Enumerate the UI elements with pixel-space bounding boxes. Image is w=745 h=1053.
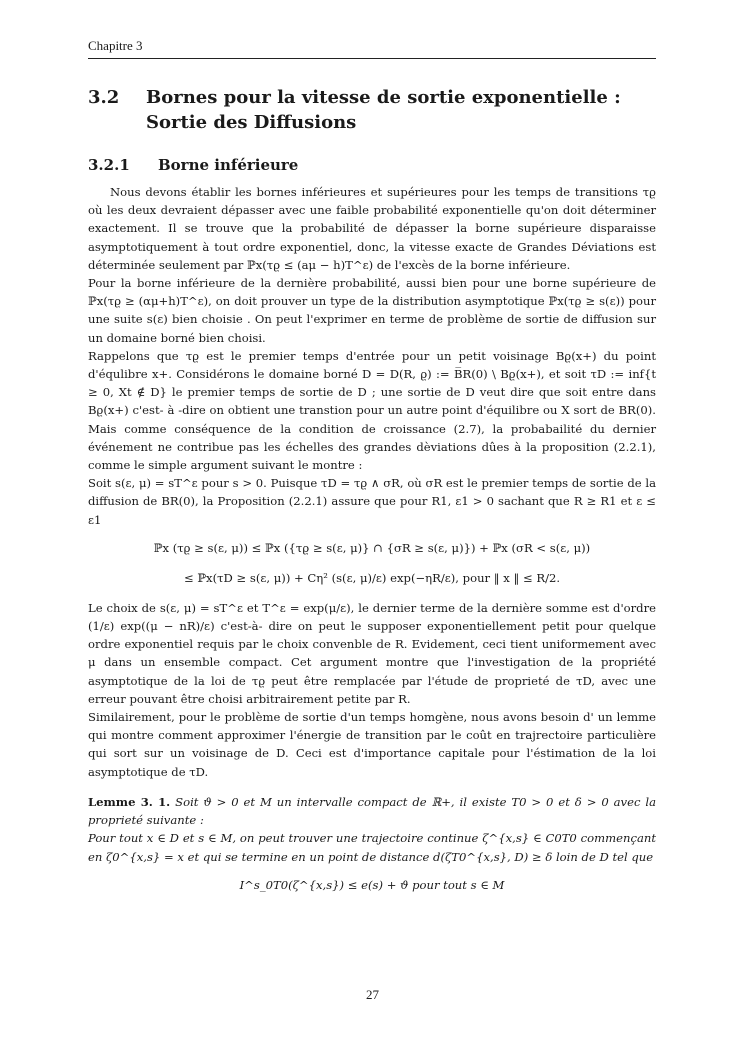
lemma-equation: I^s_0T0(ζ^{x,s}) ≤ e(s) + ϑ pour tout s ∈ M [239, 877, 505, 892]
equation-1: ℙx (τϱ ≥ s(ε, μ)) ≤ ℙx ({τϱ ≥ s(ε, μ)} ∩ {σR ≥ s(ε, μ)}) + ℙx (σR < s(ε, μ)) [153, 540, 591, 555]
paragraph-4: Soit s(ε, μ) = sT^ε pour s > 0. Puisque τD = τϱ ∧ σR, où σR est le premier temps de sortie de la diffusion de BR(0), la Proposition (2.2.1) assure que pour R1, ε1 > 0 sachant que R ≥ R1 et ε ≤ ε1 [88, 476, 656, 527]
subsection-title: Borne inférieure [158, 156, 299, 174]
running-header [88, 38, 656, 59]
lemma-label: Lemme 3. 1. [88, 794, 171, 809]
page-number: 27 [366, 987, 379, 1002]
paragraph-1: Nous devons établir les bornes inférieures et supérieures pour les temps de transitions τϱ où les deux devraient dépasser avec une faible probabilité exponentielle qu'on doit déterminer exactement. Il se trouve que la probabilité de dépasser la borne supérieure disparaisse asymptotiquement à tout ordre exponentiel, donc, la vitesse exacte de Grandes Déviations est déterminée seulement par ℙx(τϱ ≤ (aμ − h)T^ε) de l'excès de la borne inférieure. [88, 185, 656, 272]
lemma-body: Pour tout x ∈ D et s ∈ M, on peut trouver une trajectoire continue ζ^{x,s} ∈ C0T0 commençant en ζ0^{x,s} = x et qui se termine en un point de distance d(ζT0^{x,s}, D) ≥ δ loin de D tel que [88, 831, 656, 864]
lemma-statement: Soit ϑ > 0 et M un intervalle compact de ℝ+, il existe T0 > 0 et δ > 0 avec la proprieté suivante : [88, 794, 657, 828]
lemma-block [88, 793, 656, 896]
subsection-heading [88, 155, 656, 175]
paragraph-6: Similairement, pour le problème de sortie d'un temps homgène, nous avons besoin d' un lemme qui montre comment approximer l'énergie de transition par le coût en trajrectoire particulière qui sort sur un voisinage de D. Ceci est d'importance capitale pour l'éstimation de la loi asymptotique de τD. [88, 710, 656, 779]
chapter-label: Chapitre 3 [88, 38, 143, 53]
section-title: Bornes pour la vitesse de sortie exponentielle : Sortie des Diffusions [146, 87, 621, 133]
page [88, 38, 656, 904]
section-heading [88, 85, 656, 135]
body-text [88, 183, 656, 896]
paragraph-2: Pour la borne inférieure de la dernière probabilité, aussi bien pour une borne supérieure de ℙx(τϱ ≥ (αμ+h)T^ε), on doit prouver un type de la distribution asymptotique ℙx(τϱ ≥ s(ε)) pour une suite s(ε) bien choisie . On peut l'exprimer en terme de problème de sortie de diffusion sur un domaine borné bien choisi. [88, 276, 656, 345]
subsection-number: 3.2.1 [88, 156, 130, 174]
paragraph-5: Le choix de s(ε, μ) = sT^ε et T^ε = exp(μ/ε), le dernier terme de la dernière somme est d'ordre (1/ε) exp((μ − nR)/ε) c'est-à- dire on peut le supposer exponentiellement petit pour quelque ordre exponentiel requis par le choix convenble de R. Evidement, ceci tient uniformement avec μ dans un ensemble compact. Cet argument montre que l'investigation de la propriété asymptotique de la loi de τϱ peut être remplacée par l'étude de proprieté de τD, avec une erreur pouvant être choisi arbitrairement petite par R. [88, 600, 656, 706]
equation-2: ≤ ℙx(τD ≥ s(ε, μ)) + Cη² (s(ε, μ)/ε) exp(−ηR/ε), pour ‖ x ‖ ≤ R/2. [183, 570, 561, 585]
section-number: 3.2 [88, 87, 120, 108]
paragraph-3: Rappelons que τϱ est le premier temps d'entrée pour un petit voisinage Bϱ(x+) du point d'équlibre x+. Considérons le domaine borné D = D(R, ϱ) := B̅R(0) \ Bϱ(x+), et soit τD := inf{t ≥ 0, Xt ∉ D} le premier temps de sortie de D ; une sortie de D veut dire que soit entre dans Bϱ(x+) c'est- à -dire on obtient une transtion pour un autre point d'équilibre ou X sort de BR(0). Mais comme conséquence de la condition de croissance (2.7), la probabailité du dernier événement ne contribue pas les échelles des grandes dèviations dûes à la proposition (2.2.1), comme le simple argument suivant le montre : [88, 348, 656, 473]
